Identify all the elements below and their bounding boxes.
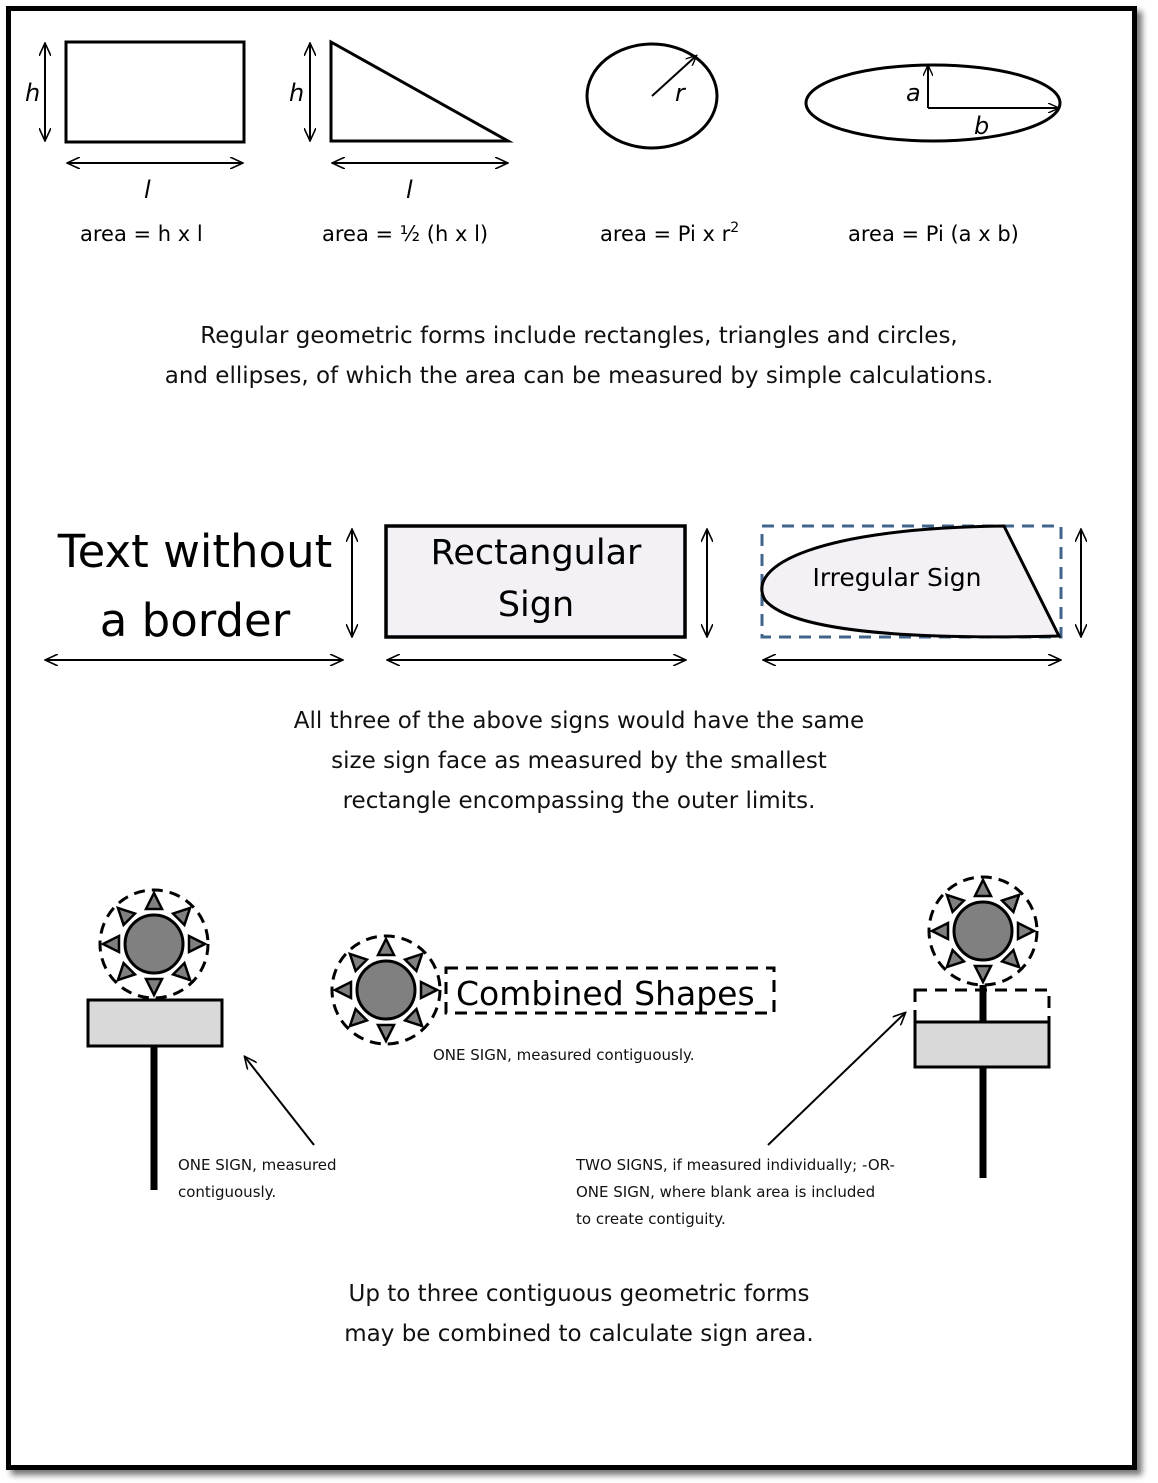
regular-forms-paragraph: [60, 316, 1098, 396]
rectangular-sign-line1: Rectangular: [430, 533, 642, 573]
circle-formula: area = Pi x $r^2$: [600, 220, 740, 246]
same-size-line3: rectangle encompassing the outer limits.: [342, 788, 816, 814]
text-without-border-line1: Text without: [57, 525, 333, 578]
rectangular-sign-line2: Sign: [497, 585, 575, 625]
right-note: [576, 1152, 895, 1233]
combined-caption: ONE SIGN, measured contiguously.: [433, 1046, 695, 1064]
right-note-line2: ONE SIGN, where blank area is included: [576, 1183, 876, 1201]
same-size-paragraph: [150, 701, 1008, 821]
center-sun-emblem: [332, 936, 440, 1044]
irregular-sign-label: Irregular Sign: [812, 563, 982, 592]
rectangle-h-label: h: [25, 79, 41, 107]
left-note: [178, 1152, 337, 1206]
circle-radius-arrow: [652, 56, 696, 96]
conclusion-line2: may be combined to calculate sign area.: [344, 1321, 814, 1347]
right-sign-box: [915, 1022, 1049, 1067]
right-note-line3: to create contiguity.: [576, 1210, 726, 1228]
left-sign-box: [88, 1000, 222, 1046]
rectangle-l-label: l: [144, 176, 151, 204]
ellipse-formula: area = Pi (a x b): [848, 222, 1019, 246]
left-post-sign: [88, 890, 314, 1190]
triangle-shape: [331, 42, 508, 141]
left-pointer-arrow: [245, 1057, 314, 1145]
combined-shapes-sign: [332, 936, 774, 1044]
irregular-sign-example: [762, 526, 1081, 660]
combined-shapes-label: Combined Shapes: [456, 974, 755, 1013]
rectangular-sign-example: [386, 526, 707, 660]
circle-figure: [587, 44, 739, 246]
triangle-l-label: l: [406, 176, 413, 204]
ellipse-shape: [806, 65, 1060, 141]
rectangle-shape: [66, 42, 244, 142]
conclusion-line1: Up to three contiguous geometric forms: [348, 1281, 810, 1307]
triangle-h-label: h: [289, 79, 305, 107]
same-size-line2: size sign face as measured by the smallest: [331, 748, 827, 774]
conclusion-paragraph: [150, 1274, 1008, 1354]
ellipse-a-label: a: [906, 79, 921, 107]
circle-r-label: r: [675, 79, 685, 107]
same-size-line1: All three of the above signs would have the same: [293, 708, 865, 734]
left-note-line2: contiguously.: [178, 1183, 277, 1201]
left-note-line1: ONE SIGN, measured: [178, 1156, 337, 1174]
right-post-sign: [768, 877, 1049, 1178]
triangle-figure: [289, 42, 508, 246]
rectangle-formula: area = h x l: [80, 222, 203, 246]
triangle-formula: area = ½ (h x l): [322, 222, 489, 246]
regular-forms-line2: and ellipses, of which the area can be measured by simple calculations.: [164, 363, 994, 389]
left-sun-emblem: [100, 890, 208, 998]
text-without-border-example: [46, 525, 352, 660]
right-pointer-arrow: [768, 1013, 905, 1145]
ellipse-figure: [806, 65, 1060, 246]
right-sun-emblem: [929, 877, 1037, 985]
text-without-border-line2: a border: [99, 594, 291, 647]
rectangle-figure: [25, 42, 244, 246]
regular-forms-line1: Regular geometric forms include rectangles, triangles and circles,: [200, 323, 958, 349]
ellipse-b-label: b: [974, 112, 990, 140]
right-note-line1: TWO SIGNS, if measured individually; -OR-: [576, 1156, 895, 1174]
